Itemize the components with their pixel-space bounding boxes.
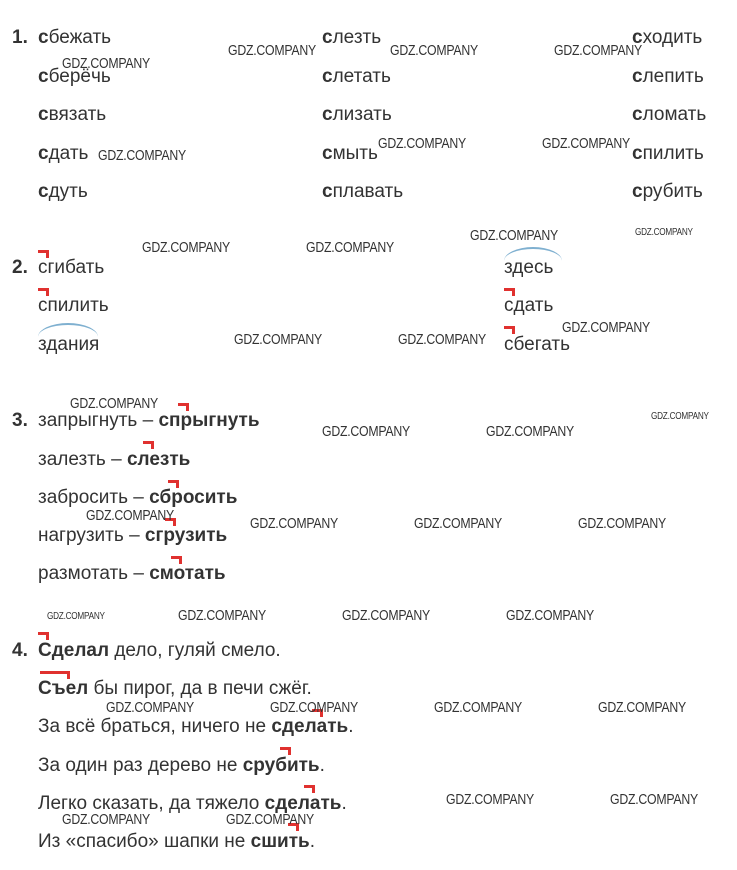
ex2-word: здания [38, 334, 100, 355]
watermark: GDZ.COMPANY [542, 135, 630, 152]
watermark: GDZ.COMPANY [98, 147, 186, 164]
ex1-word: сходить [632, 27, 703, 48]
watermark: GDZ.COMPANY [234, 331, 322, 348]
watermark: GDZ.COMPANY [390, 42, 478, 59]
ex1-word: сдать [38, 143, 89, 164]
watermark: GDZ.COMPANY [106, 699, 194, 716]
ex1-word: связать [38, 104, 107, 125]
watermark: GDZ.COMPANY [70, 395, 158, 412]
watermark: GDZ.COMPANY [270, 699, 358, 716]
watermark: GDZ.COMPANY [398, 331, 486, 348]
exercise-3-number: 3. [12, 410, 28, 431]
prefix-mark [38, 632, 49, 640]
proverb-line: Легко сказать, да тяжело сделать. [38, 793, 347, 814]
ex1-word: срубить [632, 181, 703, 202]
prefix-mark [304, 785, 315, 793]
ex1-word: сломать [632, 104, 707, 125]
watermark: GDZ.COMPANY [226, 811, 314, 828]
watermark: GDZ.COMPANY [322, 423, 410, 440]
watermark: GDZ.COMPANY [446, 791, 534, 808]
ex3-line: запрыгнуть – спрыгнуть [38, 410, 260, 431]
exercise-4-number: 4. [12, 640, 28, 661]
ex1-word: слетать [322, 66, 391, 87]
watermark: GDZ.COMPANY [86, 507, 174, 524]
prefix-mark [504, 326, 515, 334]
watermark: GDZ.COMPANY [178, 607, 266, 624]
ex1-word: спилить [632, 143, 704, 164]
watermark: GDZ.COMPANY [506, 607, 594, 624]
watermark: GDZ.COMPANY [228, 42, 316, 59]
exercise-2-number: 2. [12, 257, 28, 278]
ex3-line: залезть – слезть [38, 449, 191, 470]
ex3-line: размотать – смотать [38, 563, 226, 584]
watermark: GDZ.COMPANY [378, 135, 466, 152]
watermark: GDZ.COMPANY [635, 227, 693, 238]
proverb-line: За всё браться, ничего не сделать. [38, 716, 354, 737]
watermark: GDZ.COMPANY [47, 611, 105, 622]
watermark: GDZ.COMPANY [486, 423, 574, 440]
ex3-line: нагрузить – сгрузить [38, 525, 228, 546]
ex2-word: спилить [38, 295, 109, 316]
watermark: GDZ.COMPANY [414, 515, 502, 532]
ex1-word: слезть [322, 27, 382, 48]
watermark: GDZ.COMPANY [562, 319, 650, 336]
watermark: GDZ.COMPANY [598, 699, 686, 716]
ex2-word: сдать [504, 295, 554, 316]
watermark: GDZ.COMPANY [610, 791, 698, 808]
proverb-line: Из «спасибо» шапки не сшить. [38, 831, 315, 852]
watermark: GDZ.COMPANY [470, 227, 558, 244]
ex1-word: сберёчь [38, 66, 111, 87]
prefix-mark [143, 441, 154, 449]
watermark: GDZ.COMPANY [342, 607, 430, 624]
ex2-word: сгибать [38, 257, 105, 278]
watermark: GDZ.COMPANY [306, 239, 394, 256]
ex1-word: сбежать [38, 27, 112, 48]
ex1-word: слизать [322, 104, 392, 125]
watermark: GDZ.COMPANY [651, 411, 709, 422]
ex2-word: здесь [504, 257, 554, 278]
prefix-mark [280, 747, 291, 755]
proverb-line: За один раз дерево не срубить. [38, 755, 325, 776]
exercise-1-number: 1. [12, 27, 28, 48]
ex1-word: смыть [322, 143, 378, 164]
ex3-line: забросить – сбросить [38, 487, 238, 508]
ex1-word: сплавать [322, 181, 404, 202]
watermark: GDZ.COMPANY [62, 55, 150, 72]
watermark: GDZ.COMPANY [142, 239, 230, 256]
watermark: GDZ.COMPANY [554, 42, 642, 59]
watermark: GDZ.COMPANY [434, 699, 522, 716]
proverb-line: Съел бы пирог, да в печи сжёг. [38, 678, 312, 699]
ex1-word: слепить [632, 66, 704, 87]
ex2-word: сбегать [504, 334, 570, 355]
watermark: GDZ.COMPANY [578, 515, 666, 532]
proverb-line: Сделал дело, гуляй смело. [38, 640, 281, 661]
watermark: GDZ.COMPANY [62, 811, 150, 828]
ex1-word: сдуть [38, 181, 88, 202]
watermark: GDZ.COMPANY [250, 515, 338, 532]
